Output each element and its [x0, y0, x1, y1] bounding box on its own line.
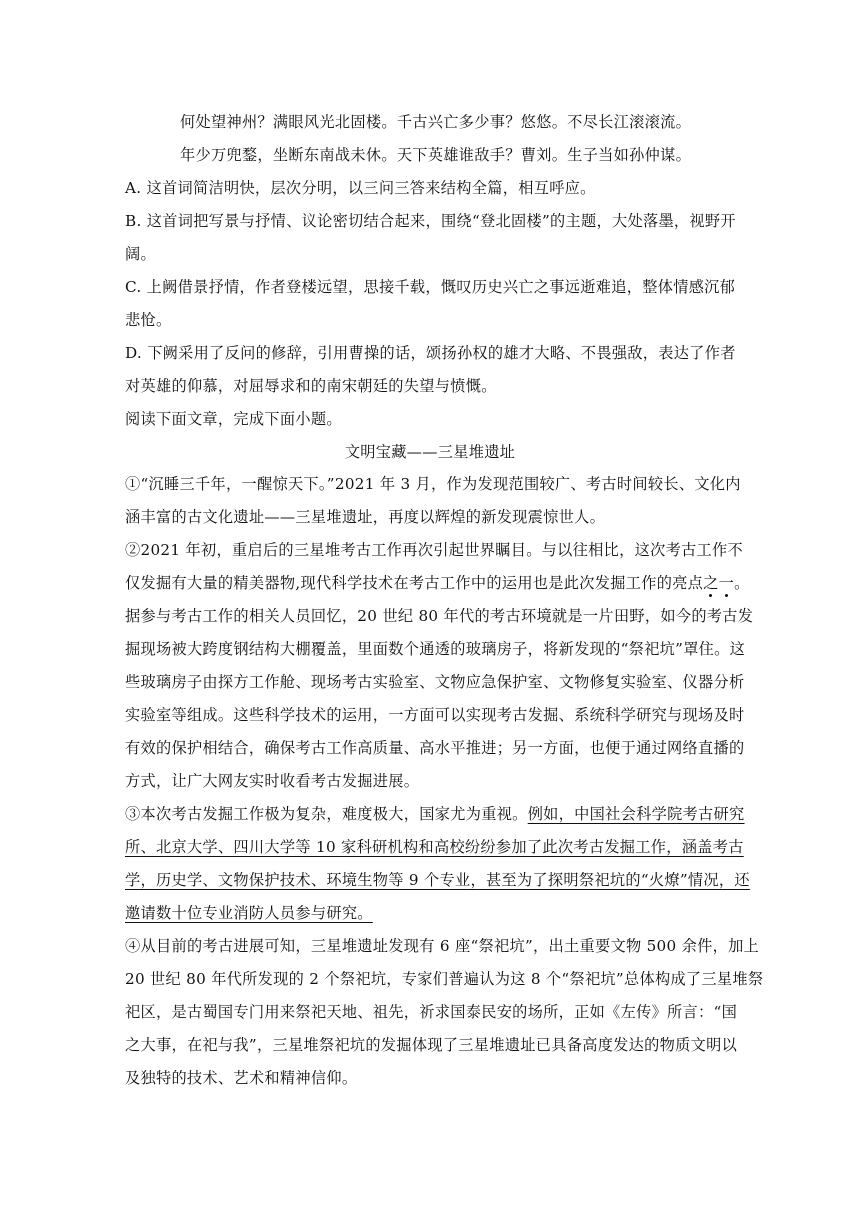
poem-line-1: 何处望神州？满眼风光北固楼。千古兴亡多少事？悠悠。不尽长江滚滚流。 — [180, 113, 692, 131]
para-2-line-4: 掘现场被大跨度钢结构大棚覆盖，里面数个通透的玻璃房子，将新发现的“祭祀坑”罩住。这 — [125, 640, 746, 658]
emphasis-dot-char-2: 一 — [719, 567, 735, 600]
para-4-line-2: 20 世纪 80 年代所发现的 2 个祭祀坑，专家们普遍认为这 8 个“祭祀坑”总体构成了三星堆祭 — [125, 970, 764, 988]
para-2-line-6: 实验室等组成。这些科学技术的运用，一方面可以实现考古发掘、系统科学研究与现场及时 — [125, 706, 745, 724]
poem-line-2: 年少万兜鍪，坐断东南战未休。天下英雄谁敌手？曹刘。生子当如孙仲谋。 — [180, 146, 692, 164]
option-d-line-1: D. 下阙采用了反问的修辞，引用曹操的话，颂扬孙权的雄才大略、不畏强敌，表达了作者 — [125, 344, 736, 362]
para-2-line-7: 有效的保护相结合，确保考古工作高质量、高水平推进；另一方面，也便于通过网络直播的 — [125, 739, 745, 757]
para-2-line-1: ②2021 年初，重启后的三星堆考古工作再次引起世界瞩目。与以往相比，这次考古工作不 — [125, 541, 744, 559]
para-2-line-2 — [125, 567, 750, 600]
para-2-line-5: 些玻璃房子由探方工作舱、现场考古实验室、文物应急保护室、文物修复实验室、仪器分析 — [125, 673, 745, 691]
option-c-line-1: C. 上阙借景抒情，作者登楼远望，思接千载，慨叹历史兴亡之事远逝难追，整体情感沉郁 — [125, 278, 736, 296]
emphasis-dot-char-1: 之 — [703, 567, 719, 600]
para-2-line-8: 方式，让广大网友实时收看考古发掘进展。 — [125, 772, 420, 790]
underlined-text: 邀请数十位专业消防人员参与研究。 — [125, 904, 373, 922]
para-2-line-3: 据参与考古工作的相关人员回忆，20 世纪 80 年代的考古环境就是一片田野，如今的考古发 — [125, 607, 754, 625]
para-4-line-5: 及独特的技术、艺术和精神信仰。 — [125, 1069, 358, 1087]
para-3-line-3 — [125, 864, 750, 897]
para-3-line-2 — [125, 831, 744, 864]
para-1-line-2: 涵丰富的古文化遗址——三星堆遗址，再度以辉煌的新发现震惊世人。 — [125, 508, 606, 526]
para-3-line-1-text: ③本次考古发掘工作极为复杂，难度极大，国家尤为重视。 — [125, 805, 528, 823]
para-4-line-4: 之大事，在祀与我”，三星堆祭祀坑的发掘体现了三星堆遗址已具备高度发达的物质文明以 — [125, 1036, 738, 1054]
option-c-line-2: 悲怆。 — [125, 311, 172, 329]
para-3-line-4 — [125, 897, 735, 930]
instruction: 阅读下面文章，完成下面小题。 — [125, 410, 342, 428]
para-3-line-1 — [125, 798, 745, 831]
article-title: 文明宝藏——三星堆遗址 — [344, 443, 516, 461]
underlined-text: 所、北京大学、四川大学等 10 家科研机构和高校纷纷参加了此次考古发掘工作，涵盖考古 — [125, 838, 744, 856]
para-2-line-2-end: 。 — [734, 574, 750, 592]
underlined-text: 例如，中国社会科学院考古研究 — [527, 805, 745, 823]
para-1-line-1: ①“沉睡三千年，一醒惊天下。”2021 年 3 月，作为发现范围较广、考古时间较长、文化内 — [125, 475, 741, 493]
option-b-line-1: B. 这首词把写景与抒情、议论密切结合起来，围绕“登北固楼”的主题，大处落墨，视野开 — [125, 212, 736, 230]
para-2-line-2-text: 仅发掘有大量的精美器物,现代科学技术在考古工作中的运用也是此次发掘工作的亮点 — [125, 574, 704, 592]
option-d-line-2: 对英雄的仰慕，对屈辱求和的南宋朝廷的失望与愤慨。 — [125, 377, 497, 395]
document-page — [125, 106, 764, 1095]
para-4-line-1: ④从目前的考古进展可知，三星堆遗址发现有 6 座“祭祀坑”，出土重要文物 500 余件，加上 — [125, 937, 760, 955]
para-4-line-3: 祀区，是古蜀国专门用来祭祀天地、祖先，祈求国泰民安的场所，正如《左传》所言：“国 — [125, 1003, 738, 1021]
option-a: A. 这首词简洁明快，层次分明，以三问三答来结构全篇，相互呼应。 — [125, 179, 596, 197]
option-b-line-2: 阔。 — [125, 245, 156, 263]
underlined-text: 学，历史学、文物保护技术、环境生物等 9 个专业，甚至为了探明祭祀坑的“火燎”情况，还 — [125, 871, 750, 889]
